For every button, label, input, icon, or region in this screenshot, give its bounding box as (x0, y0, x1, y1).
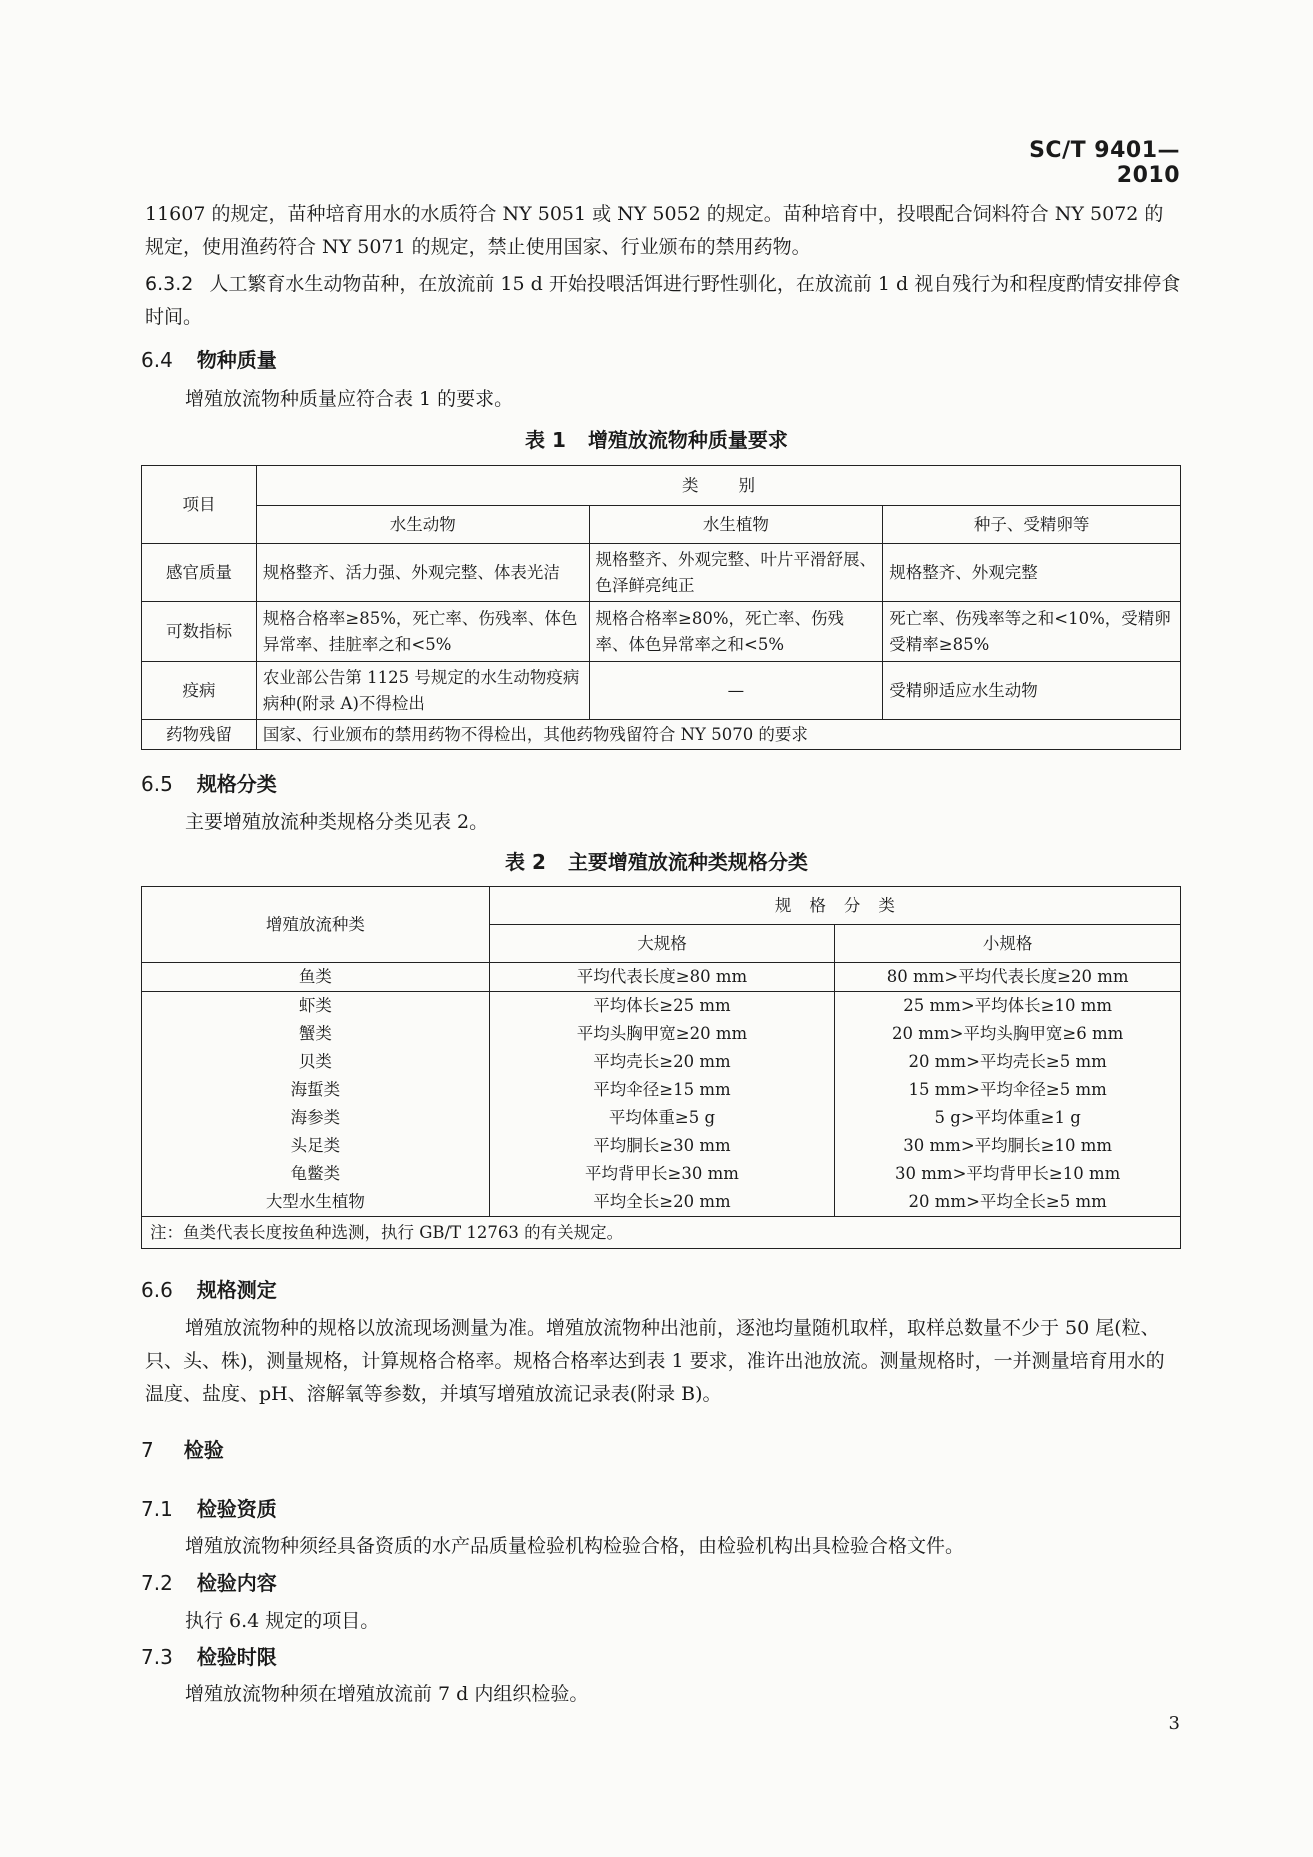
table1-cell-item: 可数指标 (142, 602, 257, 662)
table2-cell-small: 30 mm>平均背甲长≥10 mm (835, 1160, 1181, 1188)
intro-paragraph: 11607 的规定，苗种培育用水的水质符合 NY 5051 或 NY 5052 的规定。苗种培育中，投喂配合饲料符合 NY 5072 的规定，使用渔药符合 NY 5071 的规定，禁止使用国家、行业颁布的禁用药物。 (145, 203, 1164, 258)
table2-caption-number: 表 2 (505, 850, 546, 874)
table2-cell-small: 15 mm>平均伞径≥5 mm (835, 1076, 1181, 1104)
section-7-heading (141, 1435, 224, 1465)
table2-cell-large: 平均头胸甲宽≥20 mm (489, 1020, 835, 1048)
table2-cell-small: 80 mm>平均代表长度≥20 mm (835, 963, 1181, 992)
table2-header-species: 增殖放流种类 (142, 887, 490, 963)
table2-cell-species: 头足类 (142, 1132, 490, 1160)
table2-cell-species: 大型水生植物 (142, 1188, 490, 1217)
section-7-2-body: 执行 6.4 规定的项目。 (185, 1610, 380, 1632)
table2-cell-species: 蟹类 (142, 1020, 490, 1048)
table2-caption-title: 主要增殖放流种类规格分类 (567, 850, 808, 874)
table2-cell-small: 20 mm>平均头胸甲宽≥6 mm (835, 1020, 1181, 1048)
table-row (142, 1160, 1181, 1188)
section-title: 检验内容 (196, 1571, 277, 1595)
table1-cell-item: 感官质量 (142, 544, 257, 602)
page-number: 3 (1168, 1713, 1180, 1734)
table-row (142, 720, 1181, 750)
table2-cell-small: 30 mm>平均胴长≥10 mm (835, 1132, 1181, 1160)
table2-caption (0, 846, 1313, 875)
table-row (142, 992, 1181, 1021)
table2-cell-large: 平均代表长度≥80 mm (489, 963, 835, 992)
table1-cell-plant: 规格整齐、外观完整、叶片平滑舒展、色泽鲜亮纯正 (589, 544, 883, 602)
table-row (142, 1020, 1181, 1048)
table2-header-small: 小规格 (835, 925, 1181, 963)
table-row (142, 662, 1181, 720)
section-number: 7.2 (141, 1571, 173, 1595)
section-number: 6.5 (141, 772, 173, 796)
table1-cell-residue: 国家、行业颁布的禁用药物不得检出，其他药物残留符合 NY 5070 的要求 (256, 720, 1180, 750)
table1-cell-plant: — (589, 662, 883, 720)
table1-cell-animal: 农业部公告第 1125 号规定的水生动物疫病病种(附录 A)不得检出 (256, 662, 589, 720)
table2-cell-small: 20 mm>平均全长≥5 mm (835, 1188, 1181, 1217)
table-row (142, 1076, 1181, 1104)
table2-cell-large: 平均体重≥5 g (489, 1104, 835, 1132)
table1-header-item: 项目 (142, 466, 257, 544)
table2-size-classification (141, 886, 1181, 1249)
table2-cell-species: 龟鳖类 (142, 1160, 490, 1188)
table-row (142, 1188, 1181, 1217)
table2-cell-large: 平均伞径≥15 mm (489, 1076, 835, 1104)
table1-cell-seed: 死亡率、伤残率等之和<10%，受精卵受精率≥85% (883, 602, 1181, 662)
section-6-6-heading (141, 1275, 277, 1305)
table1-header-seed: 种子、受精卵等 (883, 506, 1181, 544)
clause-text: 人工繁育水生动物苗种，在放流前 15 d 开始投喂活饵进行野性驯化，在放流前 1 d 视自残行为和程度酌情安排停食时间。 (145, 273, 1181, 328)
table1-cell-animal: 规格合格率≥85%，死亡率、伤残率、体色异常率、挂脏率之和<5% (256, 602, 589, 662)
table1-quality-requirements (141, 465, 1181, 750)
table-row (142, 1048, 1181, 1076)
section-title: 规格测定 (196, 1278, 277, 1302)
table2-cell-large: 平均壳长≥20 mm (489, 1048, 835, 1076)
section-number: 7 (141, 1438, 154, 1462)
standard-code: SC/T 9401—2010 (1029, 138, 1180, 188)
section-7-3-body: 增殖放流物种须在增殖放流前 7 d 内组织检验。 (185, 1683, 589, 1705)
section-title: 规格分类 (196, 772, 277, 796)
table-row (142, 1132, 1181, 1160)
table1-caption-number: 表 1 (525, 428, 566, 452)
table2-cell-species: 海参类 (142, 1104, 490, 1132)
section-number: 6.4 (141, 348, 173, 372)
table2-header-large: 大规格 (489, 925, 835, 963)
table1-cell-item: 疫病 (142, 662, 257, 720)
section-title: 物种质量 (196, 348, 277, 372)
section-7-3-heading (141, 1642, 277, 1672)
section-7-2-heading (141, 1568, 277, 1598)
table2-cell-small: 5 g>平均体重≥1 g (835, 1104, 1181, 1132)
section-number: 7.3 (141, 1645, 173, 1669)
table2-cell-species: 鱼类 (142, 963, 490, 992)
table2-cell-large: 平均胴长≥30 mm (489, 1132, 835, 1160)
clause-6-3-2 (145, 268, 1181, 334)
table1-cell-seed: 规格整齐、外观完整 (883, 544, 1181, 602)
table2-cell-small: 25 mm>平均体长≥10 mm (835, 992, 1181, 1021)
section-6-5-heading (141, 769, 277, 799)
table2-cell-large: 平均体长≥25 mm (489, 992, 835, 1021)
table1-cell-animal: 规格整齐、活力强、外观完整、体表光洁 (256, 544, 589, 602)
section-7-1-body: 增殖放流物种须经具备资质的水产品质量检验机构检验合格，由检验机构出具检验合格文件。 (185, 1535, 965, 1557)
table1-header-animal: 水生动物 (256, 506, 589, 544)
table1-caption (0, 424, 1313, 453)
table1-cell-plant: 规格合格率≥80%，死亡率、伤残率、体色异常率之和<5% (589, 602, 883, 662)
section-6-4-heading (141, 345, 277, 375)
table2-cell-large: 平均全长≥20 mm (489, 1188, 835, 1217)
section-6-5-body: 主要增殖放流种类规格分类见表 2。 (185, 811, 489, 833)
clause-number: 6.3.2 (145, 273, 194, 295)
table-row (142, 602, 1181, 662)
table1-header-category: 类别 (256, 466, 1180, 506)
table2-note: 注：鱼类代表长度按鱼种选测，执行 GB/T 12763 的有关规定。 (142, 1217, 1181, 1249)
section-number: 6.6 (141, 1278, 173, 1302)
table2-cell-species: 海蜇类 (142, 1076, 490, 1104)
table2-cell-species: 虾类 (142, 992, 490, 1021)
table2-cell-small: 20 mm>平均壳长≥5 mm (835, 1048, 1181, 1076)
table1-cell-seed: 受精卵适应水生动物 (883, 662, 1181, 720)
section-title: 检验 (183, 1438, 224, 1462)
section-7-1-heading (141, 1494, 277, 1524)
section-6-6-body: 增殖放流物种的规格以放流现场测量为准。增殖放流物种出池前，逐池均量随机取样，取样总数量不少于 50 尾(粒、只、头、株)，测量规格，计算规格合格率。规格合格率达到表 1 要求，准许出池放流。测量规格时，一并测量培育用水的温度、盐度、pH、溶解氧等参数，并填写增殖放流记录表(附录 B)。 (145, 1317, 1165, 1405)
section-title: 检验时限 (196, 1645, 277, 1669)
table-row (142, 963, 1181, 992)
table2-cell-large: 平均背甲长≥30 mm (489, 1160, 835, 1188)
section-6-4-body: 增殖放流物种质量应符合表 1 的要求。 (185, 388, 514, 410)
table1-header-plant: 水生植物 (589, 506, 883, 544)
table-row (142, 1104, 1181, 1132)
section-number: 7.1 (141, 1497, 173, 1521)
section-title: 检验资质 (196, 1497, 277, 1521)
table2-cell-species: 贝类 (142, 1048, 490, 1076)
table1-cell-item: 药物残留 (142, 720, 257, 750)
table1-caption-title: 增殖放流物种质量要求 (587, 428, 788, 452)
table2-header-spec: 规格分类 (489, 887, 1180, 925)
table-row (142, 544, 1181, 602)
